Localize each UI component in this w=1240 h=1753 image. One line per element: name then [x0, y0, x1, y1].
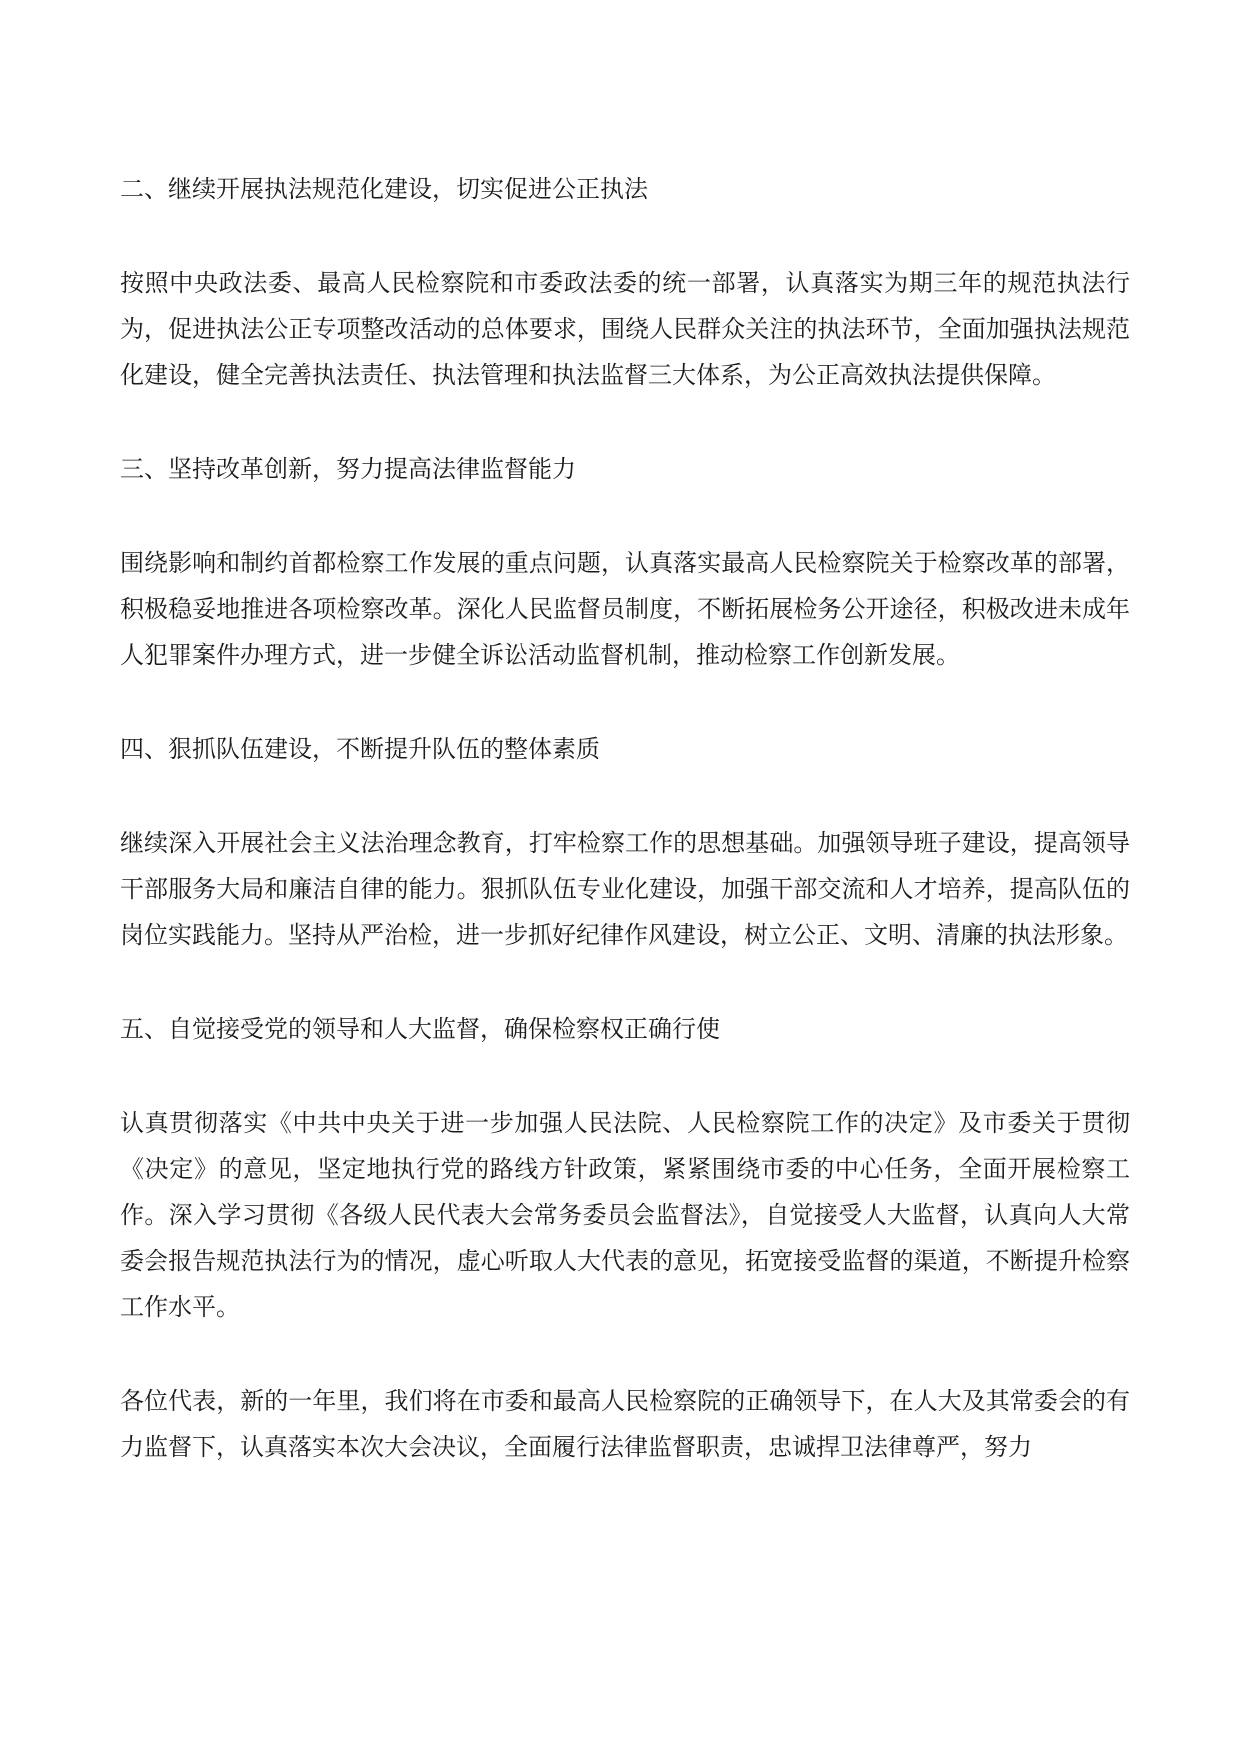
section-heading-4: 四、狠抓队伍建设，不断提升队伍的整体素质 [120, 735, 600, 763]
section-heading-5: 五、自觉接受党的领导和人大监督，确保检察权正确行使 [120, 1015, 720, 1043]
section-heading-2: 二、继续开展执法规范化建设，切实促进公正执法 [120, 175, 648, 203]
section-paragraph-3: 围绕影响和制约首都检察工作发展的重点问题，认真落实最高人民检察院关于检察改革的部署，积极稳妥地推进各项检察改革。深化人民监督员制度，不断拓展检务公开途径，积极改进未成年人犯罪案件办理方式，进一步健全诉讼活动监督机制，推动检察工作创新发展。 [120, 549, 1130, 669]
section-heading-3: 三、坚持改革创新，努力提高法律监督能力 [120, 455, 576, 483]
section-paragraph-4: 继续深入开展社会主义法治理念教育，打牢检察工作的思想基础。加强领导班子建设，提高领导干部服务大局和廉洁自律的能力。狠抓队伍专业化建设，加强干部交流和人才培养，提高队伍的岗位实践能力。坚持从严治检，进一步抓好纪律作风建设，树立公正、文明、清廉的执法形象。 [120, 829, 1130, 949]
section-paragraph-5: 认真贯彻落实《中共中央关于进一步加强人民法院、人民检察院工作的决定》及市委关于贯彻《决定》的意见，坚定地执行党的路线方针政策，紧紧围绕市委的中心任务，全面开展检察工作。深入学习贯彻《各级人民代表大会常务委员会监督法》，自觉接受人大监督，认真向人大常委会报告规范执法行为的情况，虚心听取人大代表的意见，拓宽接受监督的渠道，不断提升检察工作水平。 [120, 1109, 1130, 1321]
section-paragraph-2: 按照中央政法委、最高人民检察院和市委政法委的统一部署，认真落实为期三年的规范执法行为，促进执法公正专项整改活动的总体要求，围绕人民群众关注的执法环节，全面加强执法规范化建设，健全完善执法责任、执法管理和执法监督三大体系，为公正高效执法提供保障。 [120, 269, 1130, 389]
closing-paragraph: 各位代表，新的一年里，我们将在市委和最高人民检察院的正确领导下，在人大及其常委会的有力监督下，认真落实本次大会决议，全面履行法律监督职责，忠诚捍卫法律尊严，努力 [120, 1387, 1130, 1461]
document-body [120, 166, 1130, 1470]
